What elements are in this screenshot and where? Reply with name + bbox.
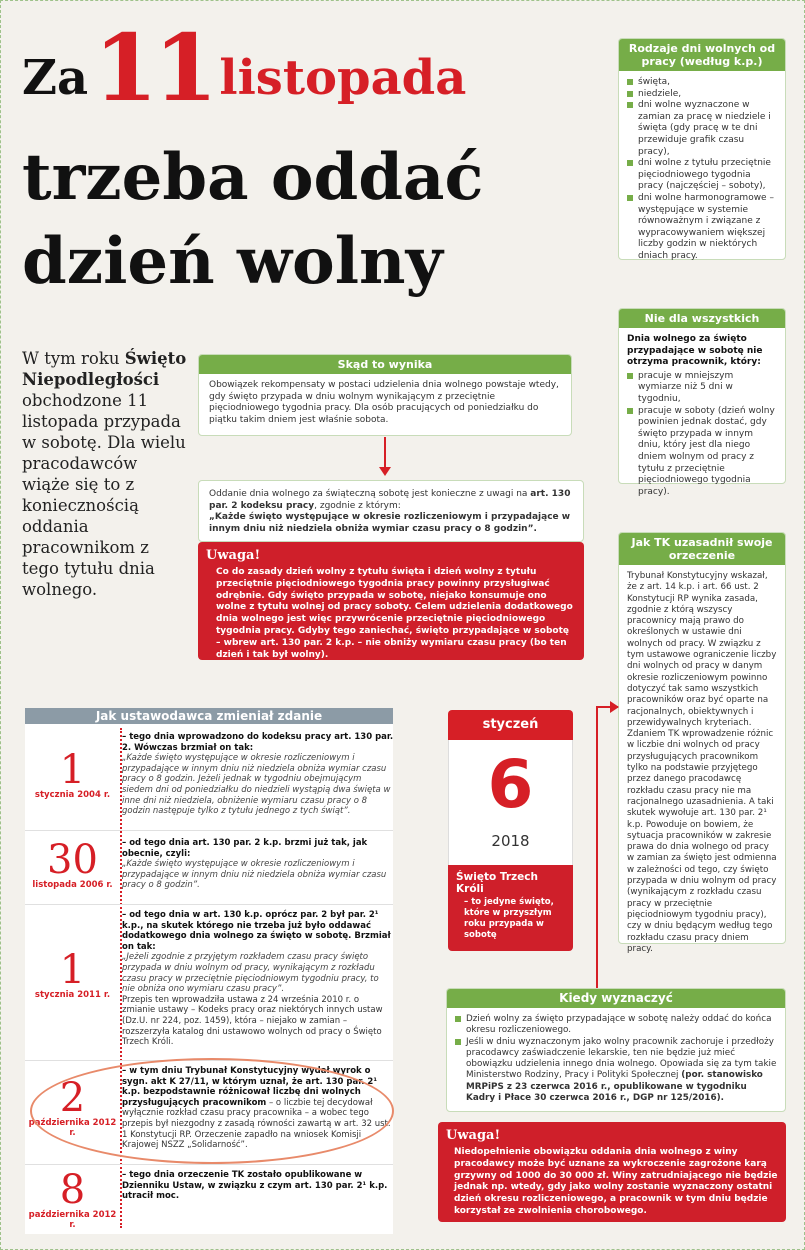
skad-box xyxy=(198,354,572,436)
kiedy-box xyxy=(446,988,786,1112)
highlight-ellipse xyxy=(30,1058,394,1164)
timeline-lead: – od tego dnia art. 130 par. 2 k.p. brzmi już tak, jak obecnie, czyli: xyxy=(122,838,368,859)
lead-part1: W tym roku xyxy=(22,349,125,368)
headline-line3: dzień wolny xyxy=(22,224,443,299)
calendar-year: 2018 xyxy=(491,832,530,850)
headline-listopada: listopada xyxy=(219,50,467,106)
kiedy-title: Kiedy wyznaczyć xyxy=(447,989,785,1008)
kiedy-item-bold: (por. stanowisko MRPiPS z 23 czerwca 2016 r., opublikowane w tygodniku Kadry i Płace 30 czerwca 2016 r., DGP nr 125/2016). xyxy=(466,1070,763,1104)
calendar-month: styczeń xyxy=(448,710,573,740)
timeline-rest: – o liczbie tej decydował wyłącznie rozkład czasu pracy pracownika – a wobec tego przepis był niezgodny z zasadą równości zawartą w art. 32 ust. 1 Konstytucji RP. Orzeczenie zapadło na wniosek Komisji Krajowej NSZZ „Solidarność”. xyxy=(122,1097,391,1151)
uwaga1-title: Uwaga! xyxy=(206,548,261,563)
calendar-day: 6 xyxy=(487,746,534,823)
headline-line2: trzeba oddać xyxy=(22,140,484,215)
headline-za: Za xyxy=(22,50,89,106)
timeline-row xyxy=(25,1167,393,1230)
timeline-separator xyxy=(25,904,393,905)
timeline-lead: – w tym dniu Trybunał Konstytucyjny wydał wyrok o sygn. akt K 27/11, w którym uznał, że art. 130 par. 2¹ k.p. bezpodstawnie różnicował liczbę dni wolnych przysługujących pracownikom xyxy=(122,1066,378,1108)
list-item: święta, xyxy=(627,77,777,89)
list-item: pracuje w soboty (dzień wolny powinien jednak dostać, gdy święto przypada w innym dniu, który jest dla niego dniem wolnym od pracy z tytułu z przeciętnie pięciodniowego tygodnia pracy). xyxy=(627,406,777,499)
timeline-num: 8 xyxy=(59,1167,86,1213)
timeline-lead: – tego dnia wprowadzono do kodeksu pracy art. 130 par. 2. Wówczas brzmiał on tak: xyxy=(122,732,394,753)
timeline-num: 1 xyxy=(59,747,86,793)
timeline-lead: – od tego dnia w art. 130 k.p. oprócz par. 2 był par. 2¹ k.p., na skutek którego nie trzeba już było oddawać dodatkowego dnia wolnego za święto w sobotę. Brzmiał on tak: xyxy=(122,910,391,952)
timeline-header xyxy=(25,708,393,724)
tk-box xyxy=(618,532,786,954)
oddanie-p2: , zgodnie z którym: xyxy=(314,500,401,511)
timeline-date: listopada 2006 r. xyxy=(32,880,113,890)
uwaga2-title: Uwaga! xyxy=(446,1128,501,1143)
oddanie-bold: art. 130 par. 2 kodeksu pracy xyxy=(209,489,571,511)
nie-dla-title: Nie dla wszystkich xyxy=(619,309,785,328)
kiedy-item xyxy=(455,1037,777,1105)
timeline-row xyxy=(25,910,393,1056)
oddanie-p1: Oddanie dnia wolnego za świąteczną sobotę jest konieczne z uwagi na xyxy=(209,489,531,499)
tk-text: Trybunał Konstytucyjny wskazał, że z art. 14 k.p. i art. 66 ust. 2 Konstytucji RP wynika zasada, zgodnie z którą wszyscy pracownicy mają prawo do określonych w ustawie dni wolnych od pracy. W związku z tym ustawowe ograniczenie liczby dni wolnych od pracy w danym okresie rozliczeniowym powinno dotyczyć tak samo wszystkich pracowników oraz być oparte na racjonalnych, obiektywnych i przewidywalnych kryteriach. Zdaniem TK wprowadzenie różnic w liczbie dni wolnych od pracy przysługujących pracownikom tylko na podstawie przyjętego przez danego pracodawcę rozkładu czasu pracy nie ma racjonalnego uzasadnienia. A taki skutek wywołuje art. 130 par. 2¹ k.p. Powoduje on bowiem, że sytuacja pracowników w zakresie prawa do dnia wolnego od pracy w zamian za święto jest odmienna w zależności od tego, czy święto przypada w dniu wolnym od pracy (wynikającym z rozkładu czasu pracy w przeciętnie pięciodniowym tygodniu pracy), czy w dniu będącym według tego rozkładu czasu pracy dniem pracy. xyxy=(627,571,777,954)
timeline-num: 30 xyxy=(47,837,98,883)
timeline-row xyxy=(25,838,393,900)
timeline-num: 2 xyxy=(59,1075,86,1121)
tk-connector-line xyxy=(596,706,598,1006)
timeline-num: 1 xyxy=(59,947,86,993)
uwaga2-box xyxy=(438,1122,786,1222)
skad-title: Skąd to wynika xyxy=(199,355,571,374)
calendar-note: – to jedyne święto, które w przyszłym roku przypada w sobotę xyxy=(464,897,554,940)
list-item: dni wolne z tytułu przeciętnie pięciodniowego tygodnia pracy (najczęściej – soboty), xyxy=(627,158,777,193)
timeline-quote: „Każde święto występujące w okresie rozliczeniowym i przypadające w innym dniu niż niedziela obniża wymiar czasu pracy o 8 godzin. Jeżeli jednak w tygodniu obejmującym siedem dni od poniedziałku do niedzieli wystąpią dwa święta w inne dni niż niedziela, obniżenie wymiaru czasu pracy o 8 godzin następuje tylko z tytułu jednego z tych świąt”. xyxy=(122,753,391,817)
list-item: pracuje w mniejszym wymiarze niż 5 dni w tygodniu, xyxy=(627,371,777,406)
uwaga1-box xyxy=(198,542,584,660)
lead-bold: Święto Niepodległości xyxy=(22,349,187,389)
list-item: dni wolne wyznaczone w zamian za pracę w niedziele i święta (gdy pracę w te dni przewiduje grafik czasu pracy), xyxy=(627,100,777,158)
headline-line1 xyxy=(22,14,467,122)
nie-dla-box xyxy=(618,308,786,497)
nie-dla-list xyxy=(627,371,777,499)
timeline-row xyxy=(25,732,393,827)
tk-title: Jak TK uzasadnił swoje orzeczenie xyxy=(619,533,785,565)
rodzaje-box xyxy=(618,38,786,260)
timeline-date: stycznia 2011 r. xyxy=(34,990,111,1000)
arrow-right-icon xyxy=(610,701,619,713)
timeline-separator xyxy=(25,830,393,831)
timeline-title: Jak ustawodawca zmieniał zdanie xyxy=(25,708,393,724)
calendar-holiday: Święto Trzech Króli xyxy=(456,871,538,895)
timeline-quote: „Każde święto występujące w okresie rozliczeniowym i przypadające w innym dniu niż niedziela obniża wymiar czasu pracy o 8 godzin”. xyxy=(122,859,387,891)
arrow-line xyxy=(384,437,386,469)
lead-part2: obchodzone 11 listopada przypada w sobotę. Dla wielu pracodawców wiąże się to z koniecznością oddania pracownikom z tego tytułu dnia wolnego. xyxy=(22,391,186,599)
kiedy-item-text: Jeśli w dniu wyznaczonym jako wolny pracownik zachoruje i przedłoży pracodawcy zaświadczenie lekarskie, ten nie będzie już mieć obowiązku udzielenia innego dnia wolnego. Opowiada się za tym takie Ministerstwo Rodziny, Pracy i Polityki Społecznej xyxy=(466,1036,777,1081)
timeline-date: października 2012 r. xyxy=(28,1210,117,1230)
timeline-rest: Przepis ten wprowadziła ustawa z 24 września 2010 r. o zmianie ustawy – Kodeks pracy oraz niektórych innych ustaw (Dz.U. nr 224, poz. 1459), która – niejako w zamian – rozszerzyła katalog dni ustawowo wolnych od pracy o Święto Trzech Króli. xyxy=(122,994,383,1048)
uwaga1-text: Co do zasady dzień wolny z tytułu święta i dzień wolny z tytułu przeciętnie pięciodniowego tygodnia pracy powinny przysługiwać odrębnie. Gdy święto przypada w sobotę, niejako konsumuje ono wolne z tytułu wolnej od pracy soboty. Celem udzielenia dodatkowego dnia wolnego jest więc przywrócenie przeciętnie pięciodniowego tygodnia pracy. Gdyby tego zaniechać, święto przypadające w sobotę – wbrew art. 130 par. 2 k.p. – nie obniży wymiaru czasu pracy (bo ten dzień i tak był wolny). xyxy=(216,567,573,660)
list-item: niedziele, xyxy=(627,89,777,101)
kiedy-item: Dzień wolny za święto przypadające w sobotę należy oddać do końca okresu rozliczeniowego. xyxy=(455,1014,777,1037)
rodzaje-list xyxy=(627,77,777,263)
headline-number: 11 xyxy=(93,14,214,122)
oddanie-box xyxy=(198,480,584,542)
timeline-quote: „Jeżeli zgodnie z przyjętym rozkładem czasu pracy święto przypada w dniu wolnym od pracy, wynikającym z rozkładu czasu pracy w przeciętnie pięciodniowym tygodniu pracy, to nie obniża ono wymiaru czasu pracy”. xyxy=(122,952,379,995)
timeline-separator xyxy=(25,1164,393,1165)
oddanie-quote: „Każde święto występujące w okresie rozliczeniowym i przypadające w innym dniu niż niedziela obniża wymiar czasu pracy o 8 godzin”. xyxy=(209,512,571,534)
skad-text: Obowiązek rekompensaty w postaci udzielenia dnia wolnego powstaje wtedy, gdy święto przypada w dniu wolnym wynikającym z przeciętnie pięciodniowego tygodnia pracy. Dla osób pracujących od poniedziałku do piątku takim dniem jest właśnie sobota. xyxy=(209,380,559,425)
uwaga2-text: Niedopełnienie obowiązku oddania dnia wolnego z winy pracodawcy może być uznane za wykroczenie zagrożone karą grzywny od 1000 do 30 000 zł. Winy zatrudniającego nie będzie jednak np. wtedy, gdy jako wolny zostanie wyznaczony ostatni dzień okresu rozliczeniowego, a pracownik w tym dniu będzie korzystał ze zwolnienia chorobowego. xyxy=(454,1147,778,1216)
lead-paragraph xyxy=(22,348,187,600)
arrow-down-icon xyxy=(379,467,391,476)
list-item: dni wolne harmonogramowe – występujące w systemie równoważnym i związane z wypracowywaniem większej liczby godzin w niektórych dniach pracy. xyxy=(627,193,777,263)
timeline-date: października 2012 r. xyxy=(28,1118,117,1138)
timeline-date: stycznia 2004 r. xyxy=(34,790,111,800)
calendar xyxy=(448,710,573,951)
rodzaje-title: Rodzaje dni wolnych od pracy (według k.p.) xyxy=(619,39,785,71)
timeline-lead: – tego dnia orzeczenie TK zostało opublikowane w Dzienniku Ustaw, w związku z czym art. 130 par. 2¹ k.p. utracił moc. xyxy=(122,1170,388,1202)
nie-dla-intro: Dnia wolnego za święto przypadające w sobotę nie otrzyma pracownik, który: xyxy=(627,334,763,368)
